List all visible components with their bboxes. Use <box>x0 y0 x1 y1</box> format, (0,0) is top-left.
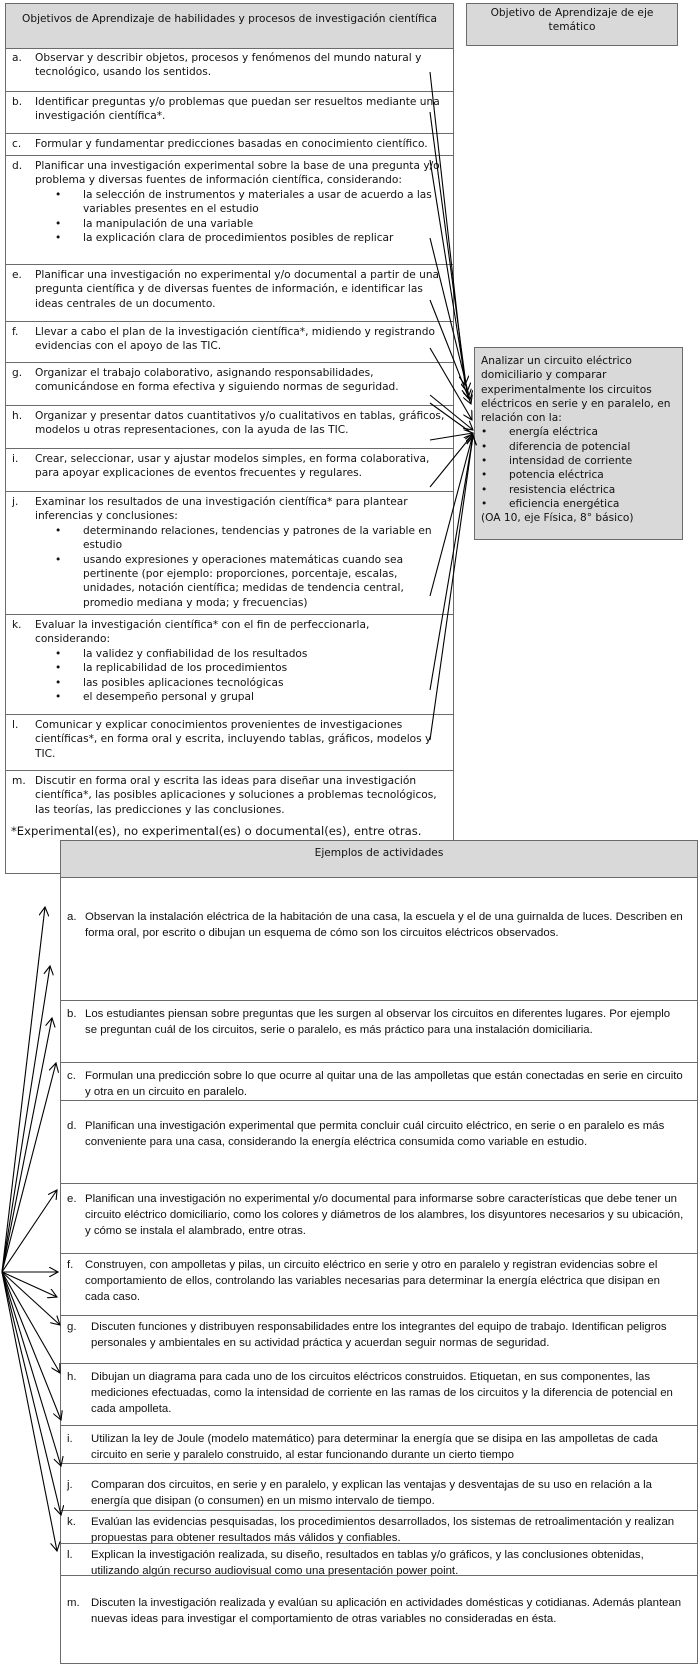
row-text <box>35 159 447 245</box>
bullet-text: eficiencia energética <box>509 497 620 510</box>
row-text: Evalúan las evidencias pesquisadas, los procedimientos desarrollados, los sistemas de retroalimentación y realizan propuestas para obtener resultados más válidos y confiables. <box>91 1516 675 1544</box>
skills-objective-row <box>6 91 453 133</box>
bullet-icon: • <box>55 691 62 704</box>
row-text: Los estudiantes piensan sobre preguntas que les surgen al observar los circuitos en diferentes lugares. Por ejemplo se preguntan cuál de los circuitos, serie o paralelo, es más práctico para una instalación domiciliaria. <box>85 1008 671 1036</box>
row-text: Utilizan la ley de Joule (modelo matemático) para determinar la energía que se disipa en las ampolletas de cada circuito en serie y paralelo construido, al estar funcionando durante un cierto tiempo <box>91 1433 658 1461</box>
row-text <box>35 95 447 124</box>
row-text <box>35 774 447 817</box>
row-bullet <box>55 217 447 231</box>
row-bullet <box>55 676 447 690</box>
row-label: c. <box>67 1070 76 1082</box>
row-text-main: Formular y fundamentar predicciones basadas en conocimiento científico. <box>35 138 428 150</box>
row-text-main: Planificar una investigación no experimental y/o documental a partir de una pregunta científica y de diversas fuentes de información, e identificar las ideas centrales de un documento. <box>35 269 440 310</box>
skills-objective-row <box>6 405 453 448</box>
row-label: k. <box>12 619 22 631</box>
skills-objective-row <box>6 362 453 405</box>
skills-objective-row <box>6 133 453 155</box>
activity-row <box>61 1510 697 1543</box>
bullet-text: las posibles aplicaciones tecnológicas <box>83 676 284 689</box>
row-text-main: Evaluar la investigación científica* con el fin de perfeccionarla, considerando: <box>35 619 370 646</box>
row-text: Construyen, con ampolletas y pilas, un circuito eléctrico en serie y otro en paralelo y registran evidencias sobre el comportamiento de ellos, controlando las variables necesarias para determinar la energía eléctrica que disipan en cada caso. <box>85 1259 660 1303</box>
activity-row <box>61 1363 697 1425</box>
bullet-icon: • <box>55 188 62 201</box>
activities-table-header-text: Ejemplos de actividades <box>314 847 444 859</box>
thematic-objective-reference: (OA 10, eje Física, 8° básico) <box>481 512 634 525</box>
bullet-icon: • <box>481 440 488 453</box>
activity-row <box>61 1183 697 1253</box>
row-text-main: Crear, seleccionar, usar y ajustar modelos simples, en forma colaborativa, para apoyar explicaciones de eventos frecuentes y regulares. <box>35 453 430 480</box>
skills-objective-row <box>6 614 453 714</box>
thematic-objective-header-text: Objetivo de Aprendizaje de eje temático <box>490 7 654 34</box>
row-text: Planifican una investigación no experimental y/o documental para informarse sobre características que debe tener un circuito eléctrico domiciliario, como los colores y diámetros de los alambres, los disyuntores necesarios y su ubicación, y cómo se instala el alambrado, entre otras. <box>85 1193 684 1237</box>
activity-row <box>61 1543 697 1575</box>
bullet-icon: • <box>481 497 488 510</box>
row-label: d. <box>67 1120 77 1132</box>
skills-objective-row <box>6 448 453 491</box>
row-text-main: Discutir en forma oral y escrita las ideas para diseñar una investigación científica*, las posibles aplicaciones y soluciones a problemas tecnológicos, las teorías, las predicciones y las conclusiones. <box>35 775 437 816</box>
row-label: i. <box>67 1433 73 1445</box>
bullet-text: resistencia eléctrica <box>509 483 616 496</box>
row-label: c. <box>12 138 22 150</box>
activity-row <box>61 1425 697 1463</box>
thematic-objective-bullet <box>481 497 676 511</box>
row-text <box>35 495 447 610</box>
row-label: b. <box>67 1008 77 1020</box>
activity-row <box>61 1100 697 1183</box>
activity-row <box>61 1253 697 1315</box>
row-text <box>35 137 447 151</box>
row-label: g. <box>67 1321 77 1333</box>
row-text <box>35 51 447 80</box>
row-text-main: Examinar los resultados de una investigación científica* para plantear inferencias y conclusiones: <box>35 496 408 523</box>
bullet-icon: • <box>55 524 62 537</box>
skills-objective-row <box>6 48 453 91</box>
bullet-text: energía eléctrica <box>509 426 599 439</box>
row-label: e. <box>67 1193 77 1205</box>
row-bullet <box>55 690 447 704</box>
bullet-text: la manipulación de una variable <box>83 217 254 230</box>
thematic-objective-header <box>466 3 678 46</box>
row-label: m. <box>12 775 26 787</box>
bullet-icon: • <box>55 217 62 230</box>
bullet-icon: • <box>481 455 488 468</box>
skills-table-header-text: Objetivos de Aprendizaje de habilidades y procesos de investigación científica <box>22 13 437 25</box>
row-label: j. <box>12 496 19 508</box>
bullet-text: la explicación clara de procedimientos posibles de replicar <box>83 232 394 245</box>
row-label: d. <box>12 160 23 172</box>
row-label: h. <box>67 1371 77 1383</box>
row-text: Observan la instalación eléctrica de la habitación de una casa, la escuela y el de una guirnalda de luces. Describen en forma oral, por escrito o dibujan un esquema de cómo son los circuitos eléctricos observados. <box>85 911 683 939</box>
row-text <box>35 452 447 481</box>
footnote: *Experimental(es), no experimental(es) o documental(es), entre otras. <box>11 824 422 838</box>
row-text-main: Planificar una investigación experimental sobre la base de una pregunta y/o problema y diversas fuentes de información científica, considerando: <box>35 160 440 187</box>
bullet-icon: • <box>55 553 62 566</box>
row-text <box>35 366 447 395</box>
bullet-text: la validez y confiabilidad de los resultados <box>83 647 308 660</box>
row-bullet <box>55 231 447 245</box>
thematic-objective-box <box>474 347 683 540</box>
skills-objective-row <box>6 321 453 362</box>
bullet-text: determinando relaciones, tendencias y patrones de la variable en estudio <box>83 524 432 552</box>
row-label: l. <box>67 1549 73 1561</box>
row-text-main: Observar y describir objetos, procesos y fenómenos del mundo natural y tecnológico, usando los sentidos. <box>35 52 422 79</box>
activity-row <box>61 1000 697 1062</box>
row-label: k. <box>67 1516 76 1528</box>
row-text-main: Organizar y presentar datos cuantitativos y/o cualitativos en tablas, gráficos, modelos u otras representaciones, con la ayuda de las TIC. <box>35 410 445 437</box>
row-text <box>35 409 447 438</box>
bullet-text: usando expresiones y operaciones matemáticas cuando sea pertinente (por ejemplo: proporciones, porcentaje, escalas, unidades, notación científica; medidas de tendencia central, promedio mediana y moda; y frecuencias) <box>83 553 404 609</box>
activity-row <box>61 1463 697 1510</box>
thematic-objective-intro: Analizar un circuito eléctrico domiciliario y comparar experimentalmente los circuitos eléctricos en serie y en paralelo, en relación con la: <box>481 355 671 425</box>
bullet-text: diferencia de potencial <box>509 440 631 453</box>
activity-row <box>61 1315 697 1363</box>
bullet-icon: • <box>55 662 62 675</box>
row-label: e. <box>12 269 22 281</box>
row-text: Discuten funciones y distribuyen responsabilidades entre los integrantes del equipo de trabajo. Identifican peligros personales y ambientales en su actividad práctica y acuerdan seguir normas de seguridad. <box>91 1321 667 1349</box>
activity-row <box>61 1062 697 1100</box>
row-label: l. <box>12 719 19 731</box>
thematic-objective-bullet <box>481 483 676 497</box>
bullet-icon: • <box>481 426 488 439</box>
bullet-icon: • <box>55 647 62 660</box>
row-label: g. <box>12 367 23 379</box>
skills-table-header <box>6 4 453 49</box>
bullet-icon: • <box>55 232 62 245</box>
row-label: m. <box>67 1597 80 1609</box>
row-bullet <box>55 661 447 675</box>
row-text <box>35 718 447 761</box>
bullet-text: potencia eléctrica <box>509 469 604 482</box>
row-text: Formulan una predicción sobre lo que ocurre al quitar una de las ampolletas que están conectadas en serie en circuito y otra en un circuito en paralelo. <box>85 1070 683 1098</box>
bullet-icon: • <box>55 676 62 689</box>
row-text <box>35 325 447 354</box>
row-label: h. <box>12 410 23 422</box>
row-text-main: Llevar a cabo el plan de la investigación científica*, midiendo y registrando evidencias con el apoyo de las TIC. <box>35 326 435 353</box>
row-label: j. <box>67 1479 73 1491</box>
row-bullet <box>55 553 447 611</box>
row-text-main: Comunicar y explicar conocimientos provenientes de investigaciones científicas*, en forma oral y escrita, incluyendo tablas, gráficos, modelos y TIC. <box>35 719 432 760</box>
row-label: i. <box>12 453 19 465</box>
activity-row <box>61 1575 697 1664</box>
row-label: b. <box>12 96 23 108</box>
skills-objective-row <box>6 155 453 264</box>
bullet-text: la replicabilidad de los procedimientos <box>83 662 288 675</box>
thematic-objective-bullet <box>481 454 676 468</box>
bullet-text: el desempeño personal y grupal <box>83 691 254 704</box>
row-label: a. <box>12 52 22 64</box>
row-bullet <box>55 647 447 661</box>
skills-objective-row <box>6 264 453 321</box>
bullet-text: la selección de instrumentos y materiales a usar de acuerdo a las variables presentes en el estudio <box>83 188 432 216</box>
row-text-main: Identificar preguntas y/o problemas que puedan ser resueltos mediante una investigación científica*. <box>35 96 440 123</box>
activities-table-header <box>61 841 697 878</box>
row-text: Comparan dos circuitos, en serie y en paralelo, y explican las ventajas y desventajas de su uso en relación a la energía que disipan (o consumen) en un mismo intervalo de tiempo. <box>91 1479 652 1507</box>
row-bullet <box>55 188 447 217</box>
row-text: Planifican una investigación experimental que permita concluir cuál circuito eléctrico, en serie o en paralelo es más conveniente para una casa, considerando la energía eléctrica consumida como variable en estudio. <box>85 1120 665 1148</box>
activity-row <box>61 878 697 1000</box>
thematic-objective-bullet <box>481 468 676 482</box>
row-bullet <box>55 524 447 553</box>
row-label: f. <box>12 326 19 338</box>
row-text: Dibujan un diagrama para cada uno de los circuitos eléctricos construidos. Etiquetan, en sus componentes, las mediciones efectuadas, como la intensidad de corriente en las ramas de los circuitos y la diferencia de potencial en cada ampolleta. <box>91 1371 673 1415</box>
skills-objective-row <box>6 714 453 770</box>
bullet-icon: • <box>481 469 488 482</box>
row-text: Explican la investigación realizada, su diseño, resultados en tablas y/o gráficos, y las conclusiones obtenidas, utilizando algún recurso audiovisual como una presentación power point. <box>91 1549 644 1577</box>
bullet-icon: • <box>481 483 488 496</box>
thematic-objective-bullet <box>481 425 676 439</box>
thematic-objective-bullet <box>481 440 676 454</box>
bullet-text: intensidad de corriente <box>509 455 633 468</box>
row-text: Discuten la investigación realizada y evalúan su aplicación en actividades domésticas y cotidianas. Además plantean nuevas ideas para investigar el comportamiento de otras variables no consideradas en ésta. <box>91 1597 682 1625</box>
skills-objective-row <box>6 491 453 614</box>
row-label: a. <box>67 911 77 923</box>
row-label: f. <box>67 1259 74 1271</box>
row-text <box>35 618 447 704</box>
row-text-main: Organizar el trabajo colaborativo, asignando responsabilidades, comunicándose en forma efectiva y siguiendo normas de seguridad. <box>35 367 399 394</box>
row-text <box>35 268 447 311</box>
